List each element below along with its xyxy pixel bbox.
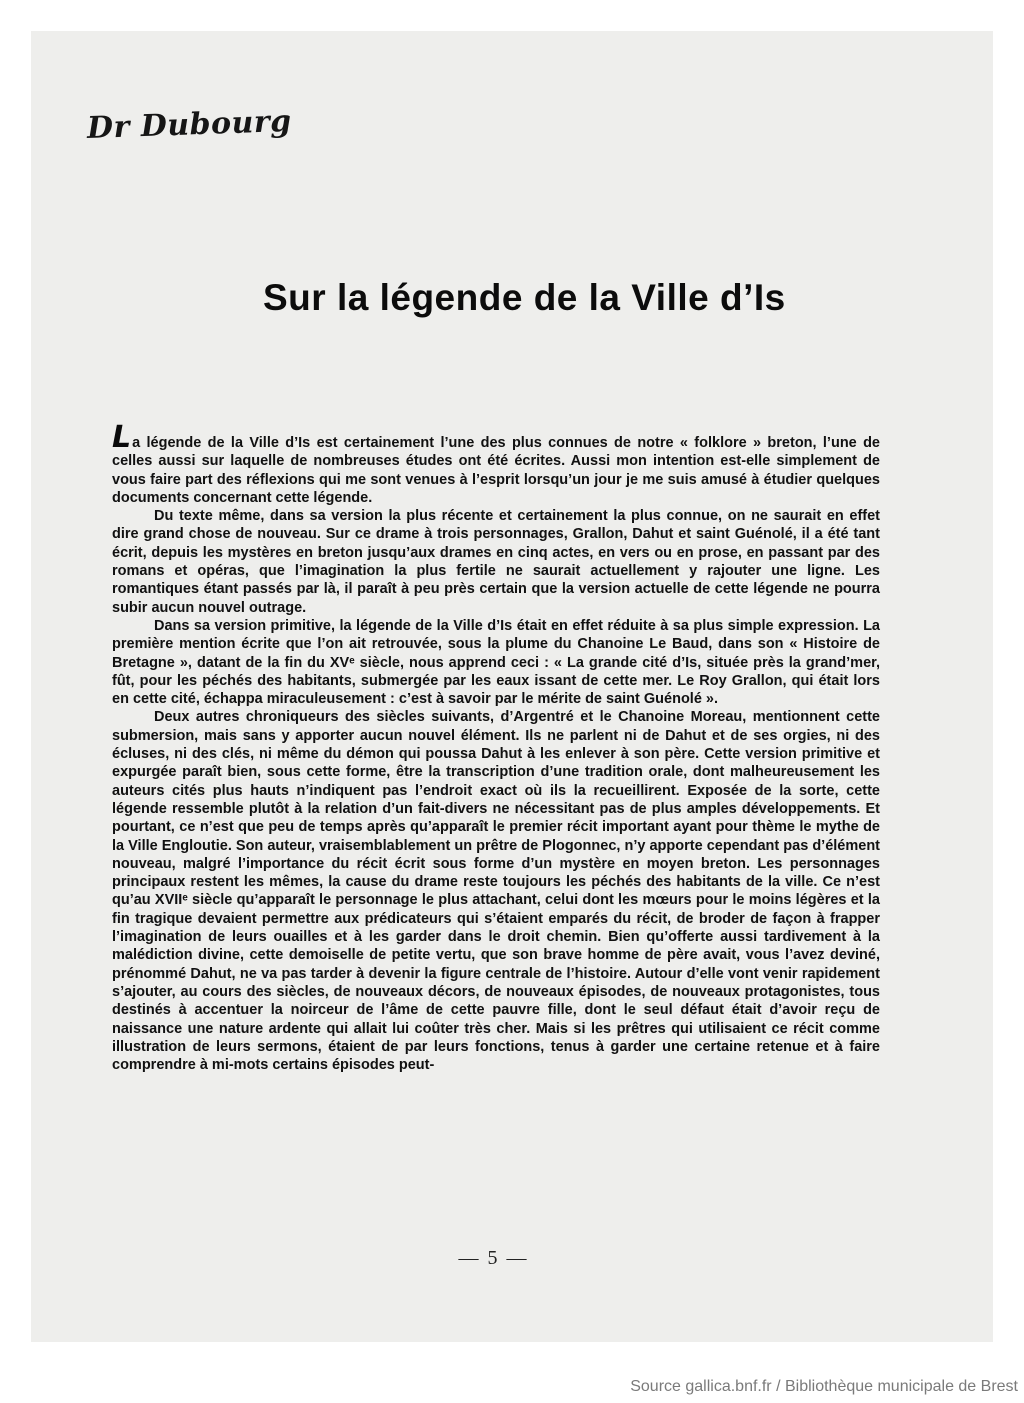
paragraph-1-text: a légende de la Ville d’Is est certainement l’une des plus connues de notre « folklore » breton, l’une de celles aussi sur laquelle de nombreuses études ont été écrites. Aussi mon intention est-elle simplement de vous faire part des réflexions qui me sont venues à l’esprit lorsqu’un jour je me suis amusé à étudier quelques documents concernant cette légende. (112, 435, 880, 506)
source-credit: Source gallica.bnf.fr / Bibliothèque municipale de Brest (630, 1378, 1018, 1395)
author-signature: Dr Dubourg (86, 103, 293, 146)
paragraph-1 (112, 420, 880, 507)
paragraph-3: Dans sa version primitive, la légende de la Ville d’Is était en effet réduite à sa plus simple expression. La première mention écrite que l’on ait retrouvée, sous la plume du Chanoine Le Baud, dans son « Histoire de Bretagne », datant de la fin du XVᵉ siècle, nous apprend ceci : « La grande cité d’Is, située près la grand’mer, fût, pour les péchés des habitants, submergée par les eaux issant de cette mer. Le Roy Grallon, qui était lors en cette cité, échappa miraculeusement : c’est à savoir par le mérite de saint Guénolé ». (112, 617, 880, 708)
page-number: — 5 — (458, 1247, 529, 1269)
paragraph-2: Du texte même, dans sa version la plus récente et certainement la plus connue, on ne saurait en effet dire grand chose de nouveau. Sur ce drame à trois personnages, Grallon, Dahut et saint Guénolé, il a été tant écrit, depuis les mystères en breton jusqu’aux drames en cinq actes, en vers ou en prose, en passant par des romans et opéras, que l’imagination la plus fertile ne saurait actuellement y rajouter une ligne. Les romantiques étant passés par là, il paraît à peu près certain que la version actuelle de cette légende ne pourra subir aucun nouvel outrage. (112, 508, 880, 616)
article-title: Sur la légende de la Ville d’Is (263, 277, 786, 318)
scanned-page (31, 31, 993, 1342)
article-body (112, 420, 880, 1074)
drop-cap: L (112, 420, 132, 455)
paragraph-4: Deux autres chroniqueurs des siècles suivants, d’Argentré et le Chanoine Moreau, mentionnent cette submersion, mais sans y apporter aucun nouvel élément. Ils ne parlent ni de Dahut et de ses orgies, ni des écluses, ni des clés, ni même du démon qui poussa Dahut à les enlever à son père. Cette version primitive et expurgée paraît bien, sous cette forme, être la transcription d’une tradition orale, dont malheureusement les auteurs cités plus hauts n’indiquent pas l’endroit exact où ils la recueillirent. Exposée de la sorte, cette légende ressemble plutôt à la relation d’un fait-divers ne nécessitant pas de plus amples développements. Et pourtant, ce n’est que peu de temps après qu’apparaît le premier récit important ayant pour thème le mythe de la Ville Engloutie. Son auteur, vraisemblablement un prêtre de Plogonnec, n’y apporte cependant pas d’élément nouveau, malgré l’importance du récit écrit sous forme d’un mystère en moyen breton. Les personnages principaux restent les mêmes, la cause du drame reste toujours les péchés des habitants de la ville. Ce n’est qu’au XVIIᵉ siècle qu’apparaît le personnage le plus attachant, celui dont les mœurs pour le moins légères et la fin tragique devaient permettre aux prédicateurs qui s’étaient emparés du récit, de broder de façon à frapper l’imagination de leurs ouailles et à les garder dans le droit chemin. Bien qu’offerte aussi tardivement à la malédiction divine, cette demoiselle de petite vertu, que son brave homme de père avait, vous l’avez deviné, prénommé Dahut, ne va pas tarder à devenir la figure centrale de l’histoire. Autour d’elle vont venir rapidement s’ajouter, au cours des siècles, de nouveaux décors, de nouveaux épisodes, de nouveaux protagonistes, tous destinés à accentuer la noirceur de l’âme de cette pauvre fille, dont le seul défaut était d’avoir reçu de naissance une nature ardente qui allait lui coûter très cher. Mais si les prêtres qui utilisaient ce récit comme illustration de leurs sermons, étaient de par leurs fonctions, tenus à garder une certaine retenue et à faire comprendre à mi-mots certains épisodes peut- (112, 709, 880, 1074)
